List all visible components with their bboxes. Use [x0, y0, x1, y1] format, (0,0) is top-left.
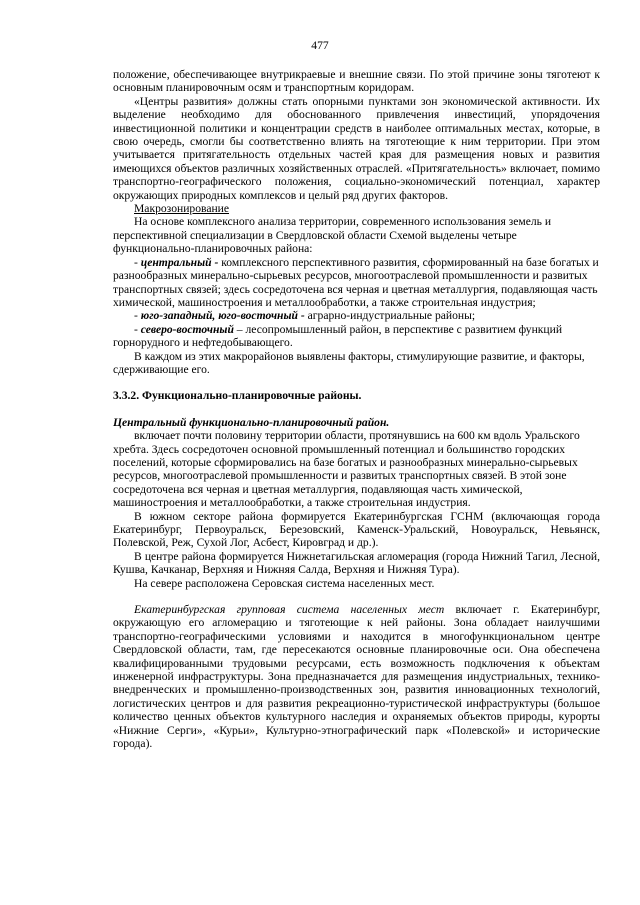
list-item-text: – лесопромышленный район, в перспективе с развитием функций горнорудного и нефтедобывающего.: [113, 322, 563, 350]
paragraph-north-serov: На севере расположена Серовская система населенных мест.: [134, 576, 435, 590]
term-northeast: северо-восточный: [140, 322, 234, 336]
list-item-northeast: [113, 323, 600, 350]
list-item-southwest-southeast: [113, 309, 600, 322]
page-body: [113, 68, 600, 751]
ekaterinburg-system-term: Екатеринбургская групповая система населенных мест: [134, 603, 445, 617]
list-dash: -: [134, 322, 141, 336]
list-item-text: аграрно-индустриальные районы;: [304, 309, 476, 323]
term-central: центральный -: [140, 255, 219, 269]
section-heading: 3.3.2. Функционально-планировочные районы.: [113, 389, 362, 403]
paragraph-factors: В каждом из этих макрорайонов выявлены факторы, стимулирующие развитие, и факторы, сдерживающие его.: [113, 349, 585, 376]
heading-macrozoning: [113, 202, 600, 215]
list-dash: -: [134, 309, 141, 323]
list-item-text: комплексного перспективного развития, сформированный на базе богатых и разнообразных минерально-сырьевых ресурсов, многоотраслевой промышленности и развитых транспортных связей; здесь сосредоточена вся черная и цветная металлургия, подавляющая часть химической, машиностроения и металлообработки, а также строительная индустрия;: [113, 255, 599, 309]
macrozoning-title: Макрозонирование: [134, 202, 230, 216]
list-dash: -: [134, 255, 141, 269]
paragraph-center-agglomeration: В центре района формируется Нижнетагильская агломерация (города Нижний Тагил, Лесной, Кушва, Качканар, Верхняя и Нижняя Салда, Верхняя и Нижняя Тура).: [113, 549, 600, 577]
ekaterinburg-system-text: включает г. Екатеринбург, окружающую его агломерацию и тяготеющие к ней районы. Зона обладает наилучшими транспортно-географическими условиями и находится в многофункциональном центре Свердловской области, там, где пересекаются основные планировочные оси. Она обеспечена квалифицированными трудовыми ресурсами, есть возможность подключения к объектам инженерной инфраструктуры. Зона предназначается для размещения индустриальных, технико-внедренческих и промышленно-производственных зон, развития инновационных технологий, логистических центров и для развития рекреационно-туристической инфраструктуры (большое количество ценных объектов культурного наследия и охраняемых объектов природы, курорты «Нижние Серги», «Курьи», Культурно-этнографический парк «Полевской» и исторические города).: [113, 603, 600, 751]
page-number: 477: [311, 39, 329, 52]
paragraph-four-districts: На основе комплексного анализа территории, современного использования земель и перспективной специализации в Свердловской области Схемой выделены четыре функционально-планировочных района:: [113, 215, 552, 256]
paragraph-development-centers: «Центры развития» должны стать опорными пунктами зон экономической активности. Их выделение необходимо для обоснованного привлечения инвестиций, упорядочения инвестиционной политики и концентрации средств в наиболее оптимальных местах, которые, в свою очередь, смогли бы соответственно влиять на тяготеющие к ним территории. При этом учитывается притягательность отдельных частей края для размещения новых и развития имеющихся объектов различных хозяйственных отраслей. «Притягательность» включает, помимо транспортно-географического положения, социально-экономический потенциал, характер окружающих природных комплексов и целый ряд других факторов.: [113, 94, 600, 202]
term-southwest-southeast: юго-западный, юго-восточный -: [140, 309, 305, 323]
paragraph-central-district: включает почти половину территории области, протянувшись на 600 км вдоль Уральского хребта. Здесь сосредоточен основной промышленный потенциал и большинство городских поселений, которые сформировались на базе богатых и разнообразных минерально-сырьевых ресурсов, многоотраслевой промышленности и развитых транспортных связей. В этой зоне сосредоточена вся черная и цветная металлургия, подавляющая часть химической, машиностроения и металлообработки, а также строительная индустрия.: [113, 429, 580, 510]
list-item-central: [113, 256, 600, 310]
paragraph-southern-sector: В южном секторе района формируется Екатеринбургская ГСНМ (включающая города Екатеринбург, Первоуральск, Березовский, Каменск-Уральский, Новоуральск, Невьянск, Полевской, Реж, Сухой Лог, Асбест, Кировград и др.).: [113, 509, 600, 550]
paragraph-ekaterinburg-system: [113, 603, 600, 750]
paragraph-zones-position: положение, обеспечивающее внутрикраевые и внешние связи. По этой причине зоны тяготеют к основным планировочным осям и транспортным коридорам.: [113, 68, 600, 95]
central-district-heading: Центральный функционально-планировочный район.: [113, 415, 390, 429]
